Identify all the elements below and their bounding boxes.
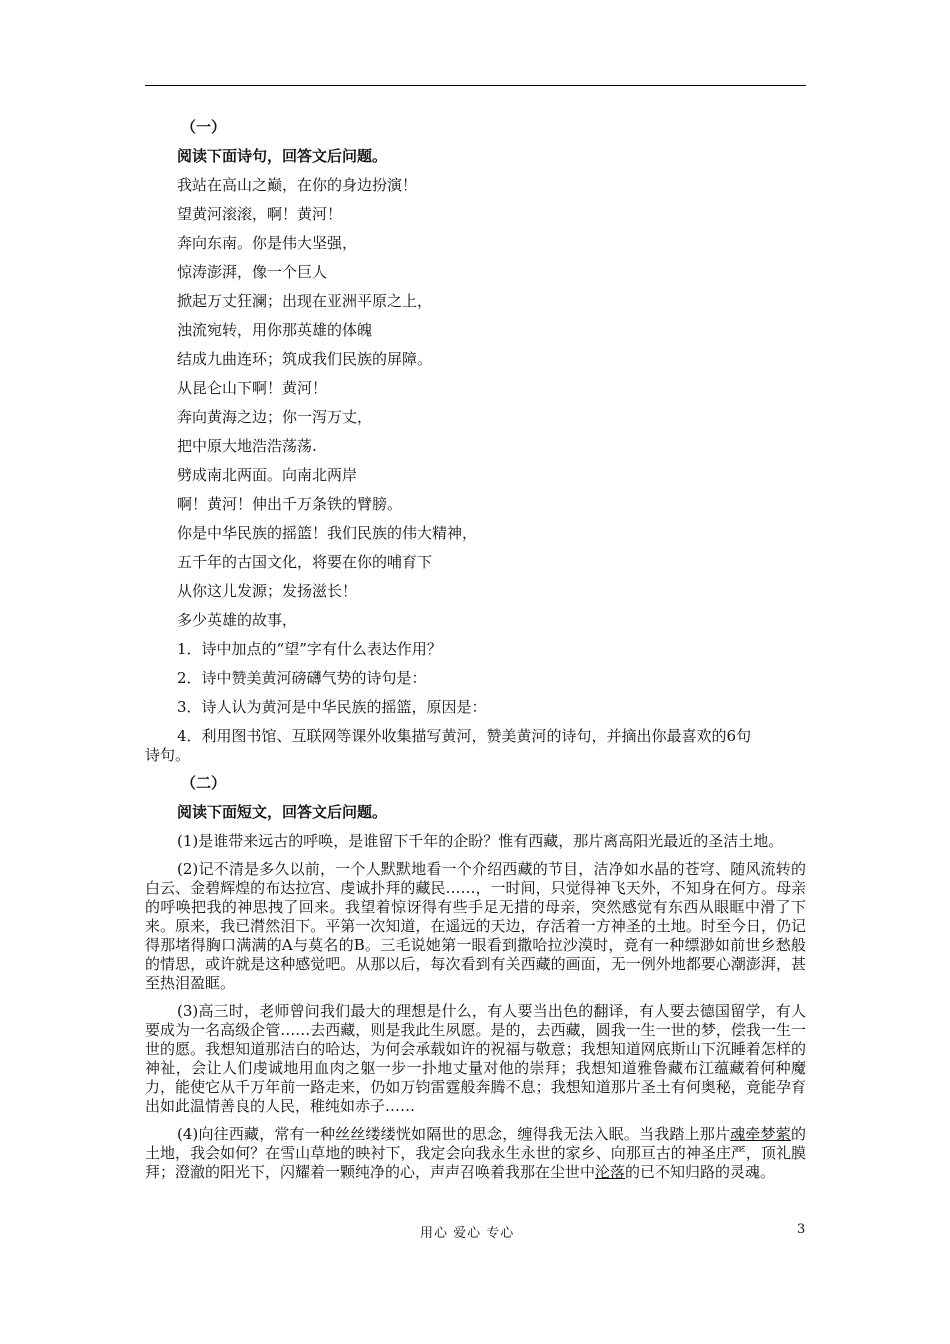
poem-line: 从你这儿发源；发扬滋长！ [177,582,358,600]
poem-line: 你是中华民族的摇篮！我们民族的伟大精神， [177,524,478,542]
header-rule [145,85,806,86]
paragraph-4-text: 的土地，我会如何？在雪山草地的映衬下，我定会向我永生永世的家乡、向那亘古的神圣庄严，顶礼膜拜；澄澈的阳光下，闪耀着一颗纯净的心，声声召唤着我那在尘世中 [145,1125,806,1181]
section-1-heading: 阅读下面诗句，回答文后问题。 [177,147,388,165]
poem-line: 劈成南北两面。向南北两岸 [177,466,358,484]
question-4-line-1: 4．利用图书馆、互联网等课外收集描写黄河，赞美黄河的诗句，并摘出你最喜欢的6句 [177,727,752,745]
section-2-heading: 阅读下面短文，回答文后问题。 [177,803,388,821]
underlined-word: 沦落 [595,1163,626,1181]
underlined-phrase: 魂牵梦萦 [730,1125,791,1143]
paragraph-4 [145,1125,806,1182]
poem [145,176,806,630]
poem-line: 奔向黄海之边；你一泻万丈， [177,408,373,426]
paragraph-4-text: (4)向往西藏，常有一种丝丝缕缕恍如隔世的思念，缠得我无法入眠。当我踏上那片 [177,1125,731,1143]
poem-line: 惊涛澎湃，像一个巨人 [177,263,328,281]
poem-line: 望黄河滚滚，啊！黄河！ [177,205,343,223]
paragraph-1: (1)是谁带来远古的呼唤，是谁留下千年的企盼？惟有西藏，那片离高阳光最近的圣洁土地。 [177,832,784,850]
poem-line: 结成九曲连环；筑成我们民族的屏障。 [177,350,433,368]
poem-line: 从昆仑山下啊！黄河！ [177,379,328,397]
document-body [145,118,806,1191]
section-1-title: （一） [181,118,227,136]
paragraph-2: (2)记不清是多久以前，一个人默默地看一个介绍西藏的节目，洁净如水晶的苍穹、随风流转的白云、金碧辉煌的布达拉宫、虔诚扑拜的藏民……，一时间，只觉得神飞天外，不知身在何方。母亲的呼唤把我的神思拽了回来。我望着惊讶得有些手足无措的母亲，突然感觉有东西从眼眶中滑了下来。原来，我已潸然泪下。平第一次知道，在遥远的天边，存活着一方神圣的土地。时至今日，仍记得那堵得胸口满满的A与莫名的B。三毛说她第一眼看到撒哈拉沙漠时，竟有一种缥渺如前世乡愁般的情思，或许就是这种感觉吧。从那以后，每次看到有关西藏的画面，无一例外地都要心潮澎湃，甚至热泪盈眶。 [145,860,806,992]
footer-text: 用心 爱心 专心 [420,1226,515,1241]
poem-line: 掀起万丈狂澜；出现在亚洲平原之上， [177,292,433,310]
question-3: 3．诗人认为黄河是中华民族的摇篮，原因是： [177,698,487,716]
poem-line: 五千年的古国文化，将要在你的哺育下 [177,553,433,571]
question-4-line-2: 诗句。 [145,746,191,764]
poem-line: 我站在高山之巅，在你的身边扮演！ [177,176,418,194]
paragraph-3: (3)高三时，老师曾问我们最大的理想是什么，有人要当出色的翻译，有人要去德国留学，有人要成为一名高级企管……去西藏，则是我此生夙愿。是的，去西藏，圆我一生一世的梦，偿我一生一世的愿。我想知道那洁白的哈达，为何会承载如许的祝福与敬意；我想知道网底斯山下沉睡着怎样的神祉，会让人们虔诚地用血肉之躯一步一扑地丈量对他的崇拜；我想知道雅鲁藏布江蕴藏着何种魔力，能使它从千万年前一路走来，仍如万钧雷霆般奔腾不息；我想知道那片圣土有何奥秘，竟能孕育出如此温情善良的人民，稚纯如赤子…… [145,1002,806,1115]
question-1: 1．诗中加点的“望”字有什么表达作用？ [177,640,442,658]
paragraph-4-text: 的已不知归路的灵魂。 [625,1163,776,1181]
page-number: 3 [797,1222,806,1237]
poem-line: 多少英雄的故事， [177,611,298,629]
question-2: 2．诗中赞美黄河磅礴气势的诗句是： [177,669,427,687]
poem-line: 把中原大地浩浩荡荡. [177,437,317,455]
poem-line: 啊！黄河！伸出千万条铁的臂膀。 [177,495,403,513]
poem-line: 浊流宛转，用你那英雄的体魄 [177,321,373,339]
question-4 [145,727,806,765]
section-2-title: （二） [181,774,227,792]
poem-line: 奔向东南。你是伟大坚强， [177,234,358,252]
